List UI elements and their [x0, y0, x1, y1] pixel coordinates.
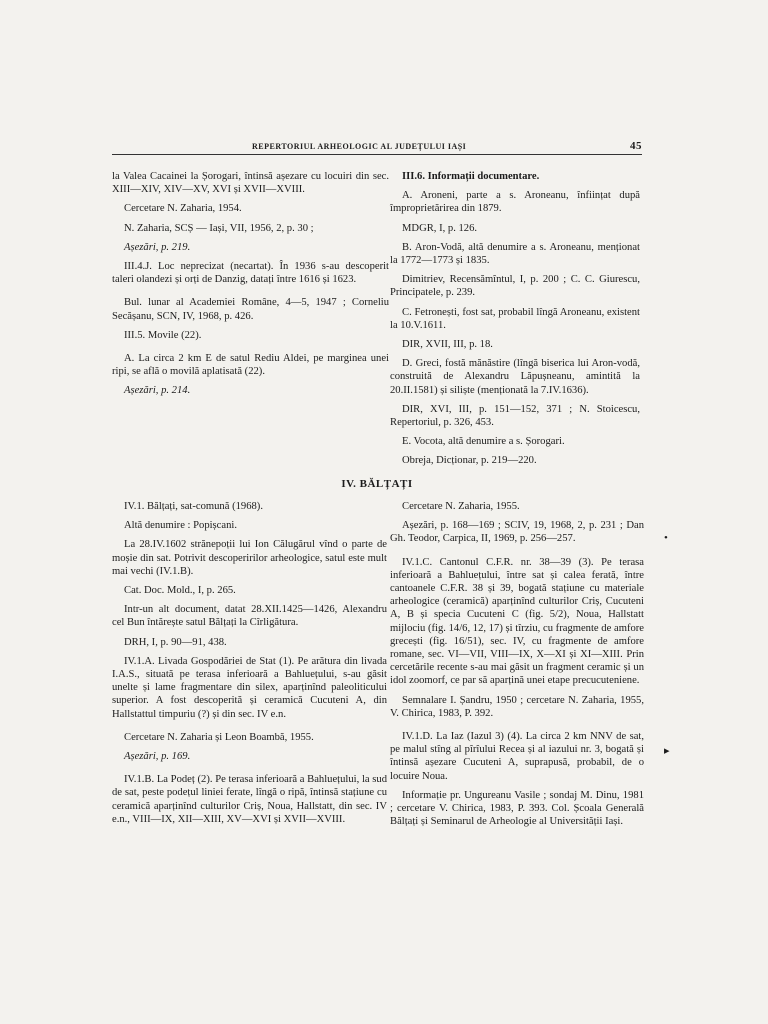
- paragraph: B. Aron-Vodă, altă denumire a s. Aroneanu, menționat la 1772—1773 și 1835.: [390, 241, 640, 267]
- paragraph: Așezări, p. 214.: [124, 385, 191, 397]
- paragraph: IV.1.B. La Podeț (2). Pe terasa inferioară a Bahluețului, la sud de sat, peste podețul liniei ferate, lîngă o ripă, întinsă stațiune cu ceramică aparținînd culturilor Criș, Noua, Hallstatt, din sec. IV e.n., VIII—IX, XII—XIII, XV—XVI și XVII—XVIII.: [112, 774, 387, 825]
- running-header: [112, 140, 642, 156]
- paragraph: MDGR, I, p. 126.: [402, 222, 478, 234]
- paragraph: Intr-un alt document, datat 28.XII.1425—1426, Alexandru cel Bun întărește satul Bălțați la Cîrligătura.: [112, 604, 387, 629]
- paragraph: Așezări, p. 169.: [124, 751, 191, 763]
- paragraph: Așezări, p. 168—169 ; SCIV, 19, 1968, 2, p. 231 ; Dan Gh. Teodor, Carpica, II, 1969, p. 256—257.: [390, 520, 644, 545]
- paragraph: E. Vocota, altă denumire a s. Șorogari.: [402, 436, 565, 448]
- bottom-left-column: [112, 500, 387, 832]
- paragraph: A. Aroneni, parte a s. Aroneanu, înființat după împroprietărirea din 1879.: [390, 190, 640, 215]
- paragraph: Cercetare N. Zaharia, 1954.: [124, 203, 242, 215]
- paragraph: Cercetare N. Zaharia și Leon Boambă, 1955.: [124, 731, 314, 743]
- running-title: REPERTORIUL ARHEOLOGIC AL JUDEȚULUI IAȘI: [252, 142, 467, 151]
- paragraph: III.6. Informații documentare.: [402, 171, 540, 182]
- bottom-right-column: [390, 500, 644, 834]
- header-rule: [112, 154, 642, 155]
- paragraph: IV.1.C. Cantonul C.F.R. nr. 38—39 (3). Pe terasa inferioară a Bahluețului, între sat și calea ferată, între cantoanele C.F.R. 38 și 39, bogată stațiune cu materiale arheologice (ceramică) aparținînd culturilor Criș, Cucuteni A, B și specia Cucuteni C (fig. 5/2), Noua, Hallstatt mijlociu (fig. 14/6, 12, 17) și tîrziu, cu fragmente de amfore grecești (fig. 16/51), sec. IV, cu fragmente de amfore romane, sec. VI—VII, VIII—IX, X—XI și XI—XIII. Prin cercetările recente s-au mai găsit un fragment ceramic și un idol zoomorf, ce par să aparțină unei etape precucuteniene.: [390, 556, 644, 687]
- paragraph: N. Zaharia, SCȘ — Iași, VII, 1956, 2, p. 30 ;: [124, 222, 314, 234]
- paragraph: Cercetare N. Zaharia, 1955.: [402, 501, 520, 512]
- paragraph: D. Greci, fostă mănăstire (lîngă biserica lui Aron-vodă, construită de Alexandru Lăpușneanu, amintită la 20.II.1581) și siliște (menționată la 7.IV.1636).: [390, 358, 640, 396]
- paragraph: DIR, XVI, III, p. 151—152, 371 ; N. Stoicescu, Repertoriul, p. 326, 453.: [390, 403, 640, 429]
- paragraph: Bul. lunar al Academiei Române, 4—5, 1947 ; Corneliu Secășanu, SCN, IV, 1968, p. 426.: [112, 297, 389, 322]
- margin-mark: •: [664, 532, 668, 544]
- paragraph: III.5. Movile (22).: [124, 329, 202, 341]
- paragraph: Obreja, Dicționar, p. 219—220.: [402, 455, 537, 467]
- top-left-column: [112, 170, 389, 404]
- paragraph: III.4.J. Loc neprecizat (necartat). În 1936 s-au descoperit taleri olandezi și orți de Danzig, datați între 1616 și 1623.: [112, 261, 389, 286]
- top-right-column: [390, 170, 640, 474]
- section-title: IV. BĂLȚAȚI: [341, 478, 413, 490]
- paragraph: DIR, XVII, III, p. 18.: [402, 339, 493, 351]
- paragraph: Așezări, p. 219.: [124, 241, 191, 253]
- paragraph: La 28.IV.1602 strănepoții lui Ion Călugărul vînd o parte de moșie din sat. Potrivit descoperirilor arheologice, satul este mult mai vechi (IV.1.B).: [112, 539, 387, 577]
- paragraph: IV.1.A. Livada Gospodăriei de Stat (1). Pe arătura din livada I.A.S., situată pe terasa inferioară a Bahluețului, s-au găsit unelte și lame fragmentare din silex, aparținînd paleoliticului superior. A fost descoperită și ceramică Cucuteni A, din Hallstattul timpuriu (?) și din sec. IV e.n.: [112, 655, 387, 720]
- paragraph: A. La circa 2 km E de satul Rediu Aldei, pe marginea unei ripi, se află o movilă aplatisată (22).: [112, 353, 389, 378]
- paragraph: IV.1. Bălțați, sat-comună (1968).: [124, 501, 263, 512]
- paragraph: DRH, I, p. 90—91, 438.: [124, 636, 227, 648]
- margin-mark: ▸: [664, 745, 670, 757]
- paragraph: C. Fetronești, fost sat, probabil lîngă Aroneanu, existent la 10.V.1611.: [390, 306, 640, 331]
- paragraph: Cat. Doc. Mold., I, p. 265.: [124, 585, 236, 597]
- paragraph: Dimitriev, Recensămîntul, I, p. 200 ; C. C. Giurescu, Principatele, p. 239.: [390, 274, 640, 299]
- paragraph: la Valea Cacainei la Șorogari, întinsă așezare cu locuiri din sec. XIII—XIV, XIV—XV, XVI și XVII—XVIII.: [112, 171, 389, 196]
- paragraph: Altă denumire : Popișcani.: [124, 520, 237, 532]
- paragraph: Semnalare I. Șandru, 1950 ; cercetare N. Zaharia, 1955, V. Chirica, 1983, P. 392.: [390, 694, 644, 719]
- page-number: 45: [630, 140, 642, 152]
- paragraph: Informație pr. Ungureanu Vasile ; sondaj M. Dinu, 1981 ; cercetare V. Chirica, 1983, P. 393. Col. Școala Generală Bălțați și Seminarul de Arheologie al Universității Iași.: [390, 789, 644, 828]
- paragraph: IV.1.D. La Iaz (Iazul 3) (4). La circa 2 km NNV de sat, pe malul stîng al pîrîului Recea și al iazului nr. 3, bogată și întinsă așezare Cucuteni A, suprapusă, probabil, de o locuire Noua.: [390, 731, 644, 782]
